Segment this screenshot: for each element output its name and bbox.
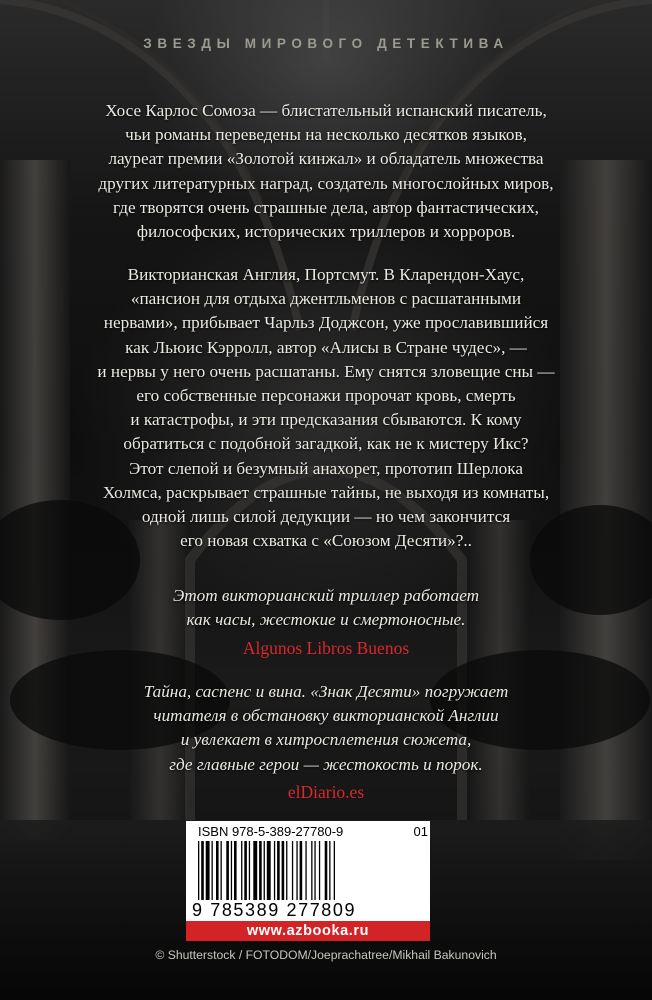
synopsis-line: и катастрофы, и эти предсказания сбываются. К кому [130, 410, 522, 430]
author-bio [40, 99, 612, 244]
author-bio-line: чьи романы переведены на несколько десятков языков, [125, 125, 527, 145]
synopsis-line: Этот слепой и безумный анахорет, прототип Шерлока [129, 458, 523, 478]
synopsis [40, 263, 612, 553]
author-bio-line: лауреат премии «Золотой кинжал» и обладатель множества [108, 149, 544, 169]
synopsis-line: как Льюис Кэрролл, автор «Алисы в Стране чудес», — [125, 337, 527, 357]
publisher-website[interactable]: www.azbooka.ru [186, 921, 430, 941]
synopsis-line: «пансион для отдыха джентльменов с расшатанными [130, 289, 522, 309]
synopsis-line: Викторианская Англия, Портсмут. В Кларендон-Хаус, [127, 265, 525, 284]
barcode-digits-text: 9 785389 277809 [192, 900, 357, 920]
isbn-addon: 01 [413, 824, 428, 839]
author-bio-line: где творятся очень страшные дела, автор фантастических, [113, 197, 539, 217]
review-quote-line: читателя в обстановку викторианской Англии [153, 706, 499, 726]
review-quote-1 [40, 584, 612, 632]
barcode-digits [190, 900, 426, 920]
synopsis-line: его собственные персонажи пророчат кровь, смерть [136, 386, 516, 406]
photo-credit: © Shutterstock / FOTODOM/Joeprachatree/Mikhail Bakunovich [155, 948, 497, 962]
isbn-line [198, 824, 428, 840]
synopsis-line: одной лишь силой дедукции — но чем закончится [141, 507, 511, 527]
review-quote-line: Тайна, саспенс и вина. «Знак Десяти» погружает [143, 682, 509, 701]
review-quote-line: как часы, жестокие и смертоносные. [186, 610, 466, 630]
synopsis-line: его новая схватка с «Союзом Десяти»?.. [180, 531, 472, 551]
synopsis-line: нервами», прибывает Чарльз Доджсон, уже прославившийся [103, 313, 549, 333]
review-source-1: Algunos Libros Buenos [242, 638, 410, 658]
isbn-number: ISBN 978-5-389-27780-9 [198, 824, 344, 839]
review-source-2: elDiario.es [287, 782, 365, 802]
synopsis-line: и нервы у него очень расшатаны. Ему снятся зловещие сны — [97, 361, 555, 381]
review-quote-2 [40, 680, 612, 777]
review-quote-line: где главные герои — жестокость и порок. [169, 754, 483, 774]
synopsis-line: Холмса, раскрывает страшные тайны, не выходя из комнаты, [102, 482, 550, 502]
author-bio-line: других литературных наград, создатель многослойных миров, [98, 173, 554, 193]
series-title: ЗВЕЗДЫ МИРОВОГО ДЕТЕКТИВА [143, 36, 509, 51]
author-bio-line: Хосе Карлос Сомоза — блистательный испанский писатель, [105, 101, 547, 120]
review-quote-line: Этот викторианский триллер работает [172, 586, 480, 605]
author-bio-line: философских, исторических триллеров и хорроров. [136, 222, 516, 242]
review-quote-line: и увлекает в хитросплетения сюжета, [180, 730, 472, 750]
synopsis-line: обратиться с подобной загадкой, как не к мистеру Икс? [123, 434, 529, 454]
